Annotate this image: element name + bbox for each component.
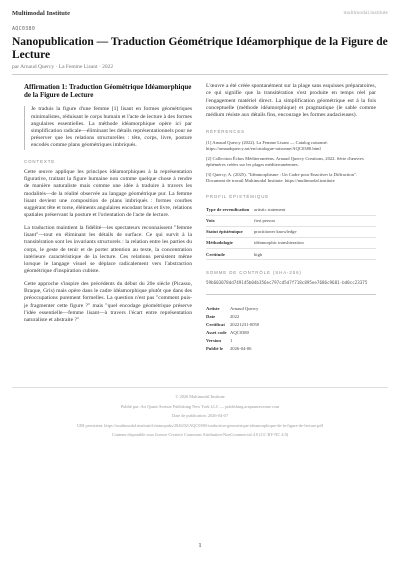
reference-item: [2] Collection Échos Méditerranéens. Arnaud Quercy Creations, 2022. Série d'œuvres éphémères créées sur les plages méditerranéennes. — [206, 156, 364, 168]
meta-value: 2026-04-06 — [230, 346, 252, 352]
meta-key: Artiste — [206, 306, 220, 312]
meta-key: Certificat — [206, 322, 225, 328]
epistemic-profile-table — [206, 204, 376, 260]
reference-item[interactable]: [1] Arnaud Quercy (2022). La Femme Lisant — Catalog raisonné. https://arnaudquercy.art/en/catalogue-raisonne/AQC0380.html — [206, 140, 328, 152]
byline: par Arnaud Quercy · La Femme Lisant · 2022 — [12, 64, 114, 70]
table-row — [206, 204, 376, 215]
meta-value: 20221231-0050 — [230, 322, 260, 328]
context-paragraph: Cette approche s'inspire des précédents du début du 20e siècle (Picasso, Braque, Gris) mais opère dans le cadre idéamorphique plutôt que dans des préoccupations purement formelles. La question n'est pas "comment puis-je fragmenter cette figure ?" mais "quel encodage géométrique préserve l'idée essentielle—femme lisant—à travers l'écart entre représentation naturaliste et abstraite ?" — [24, 280, 192, 324]
page-number: 1 — [198, 542, 202, 549]
brand-link[interactable]: multimodal.institute — [343, 10, 388, 16]
profile-value: high — [254, 249, 376, 260]
copyright-line: © 2026 Multimodal Institute — [175, 394, 225, 399]
right-column — [206, 83, 376, 353]
context-paragraph: La traduction maintient la fidélité—les spectateurs reconnaissent "femme lisant"—tout en éliminant les détails de surface. Ce qui survit à la transitération sont les invariants structurels : la relation entre les parties du corps, le geste de tenir et de porter attention au texte, la concentration intérieure caractéristique de la lecture. Ces relations persistent même lorsque le langage visuel se déplace radicalement vers l'abstraction géométrique d'inspiration cubiste. — [24, 224, 192, 275]
meta-value: 1 — [230, 338, 233, 344]
asset-code: AQC0380 — [12, 26, 36, 32]
checksum-value: 59b603078dd749145b04b356ec797cd5d7f718c895ee7686c9681-bd0cc23375 — [206, 280, 368, 286]
profile-key: Voix — [206, 215, 254, 226]
meta-key: Publié le — [206, 346, 223, 352]
profile-value: artistic statement — [254, 204, 376, 215]
meta-divider — [206, 294, 376, 295]
context-label: CONTEXTE — [24, 158, 56, 164]
page-header — [12, 10, 388, 22]
header-divider — [12, 74, 388, 75]
profile-key: Type de revendication — [206, 204, 254, 215]
meta-key: Date — [206, 314, 216, 320]
table-row — [206, 337, 376, 345]
references-list — [206, 140, 376, 184]
page-footer — [12, 392, 388, 440]
profile-key: Certitude — [206, 249, 254, 260]
license-line: Contenu disponible sous licence Creative Commons Attribution-NonCommercial 4.0 (CC BY-NC 4.0) — [111, 432, 289, 437]
meta-key: Version — [206, 338, 221, 344]
meta-key: Asset code — [206, 330, 227, 336]
profile-value: practitioner knowledge — [254, 226, 376, 237]
table-row — [206, 226, 376, 237]
footer-divider — [12, 387, 388, 388]
intro-paragraph: L'œuvre a été créée spontanément sur la plage sans esquisses préparatoires, ce qui signifie que la transitération s'est produite en temps réel par l'engagement matériel direct. La simplification géométrique est à la fois conceptuelle (méthode idéamorphique) et pragmatique (le sable comme médium résiste aux détails fins, encourage les formes audacieuses). — [206, 83, 376, 119]
context-paragraph: Cette œuvre applique les principes idéamorphiques à la représentation figurative, traitant la figure humaine non comme quelque chose à rendre de manière naturaliste mais comme une idée à traduire à travers les modalités—de la réalité observée au langage géométrique pur. La femme lisant devient une composition de plans imbriqués : formes courbes suggérant tête et torse, éléments angulaires encodant bras et livre, relations spatiales préservant la posture et l'orientation de l'acte de lecture. — [24, 168, 192, 219]
table-row — [206, 215, 376, 226]
page-title: Nanopublication — Traduction Géométrique Idéamorphique de la Figure de Lecture — [12, 36, 388, 61]
table-row — [206, 313, 376, 321]
profile-label: PROFIL ÉPISTÉMIQUE — [206, 194, 270, 200]
affirmation-heading: Affirmation 1: Traduction Géométrique Idéamorphique de la Figure de Lecture — [24, 83, 192, 100]
reference-item[interactable]: [3] Quercy, A. (2025). "Idéamorphisme : Un Cadre pour Enactiver la Diffraction". Document de travail Multimodal Institute. https://multimodal.institute — [206, 172, 357, 184]
meta-value: 2022 — [230, 314, 240, 320]
affirmation-quote: Je traduis la figure d'une femme [1] lisant en formes géométriques minimalistes, réduisant le corps humain et l'acte de lecture à des formes angulaires essentielles. La méthode idéamorphique opère ici par simplification radicale—éliminant les détails représentationnels pour ne préserver que les relations structurelles : tête, corps, livre, posture encodés comme plans géométriques imbriqués. — [24, 106, 192, 149]
meta-value: Arnaud Quercy — [230, 306, 259, 312]
table-row — [206, 329, 376, 337]
table-row — [206, 321, 376, 329]
checksum-label: SOMME DE CONTRÔLE (SHA-256) — [206, 270, 302, 276]
profile-value: idéamorphic transliteration — [254, 238, 376, 249]
asset-meta-table — [206, 305, 376, 353]
brand-name: Multimodal Institute — [12, 10, 70, 17]
table-row — [206, 345, 376, 353]
table-row — [206, 238, 376, 249]
persistent-uri-line[interactable]: URI persistent: https://multimodal.institute/fr/nanopubs/2026/02/AQC0380-traduction-geometrique-ideamorphique-de-la-figure-de-lecture.pdf — [77, 422, 323, 428]
table-row — [206, 305, 376, 313]
profile-key: Statut épistémique — [206, 226, 254, 237]
left-column — [24, 83, 192, 325]
meta-value: AQC0380 — [230, 330, 249, 336]
references-label: RÉFÉRENCES — [206, 129, 246, 135]
profile-key: Méthodologie — [206, 238, 254, 249]
table-row — [206, 249, 376, 260]
publication-date-line: Date de publication: 2026-04-07 — [172, 413, 228, 418]
profile-value: first person — [254, 215, 376, 226]
publisher-line[interactable]: Publié par: Art Quant Avenue Publishing New York LLC — publishing.artquantavenue.com — [120, 403, 280, 409]
